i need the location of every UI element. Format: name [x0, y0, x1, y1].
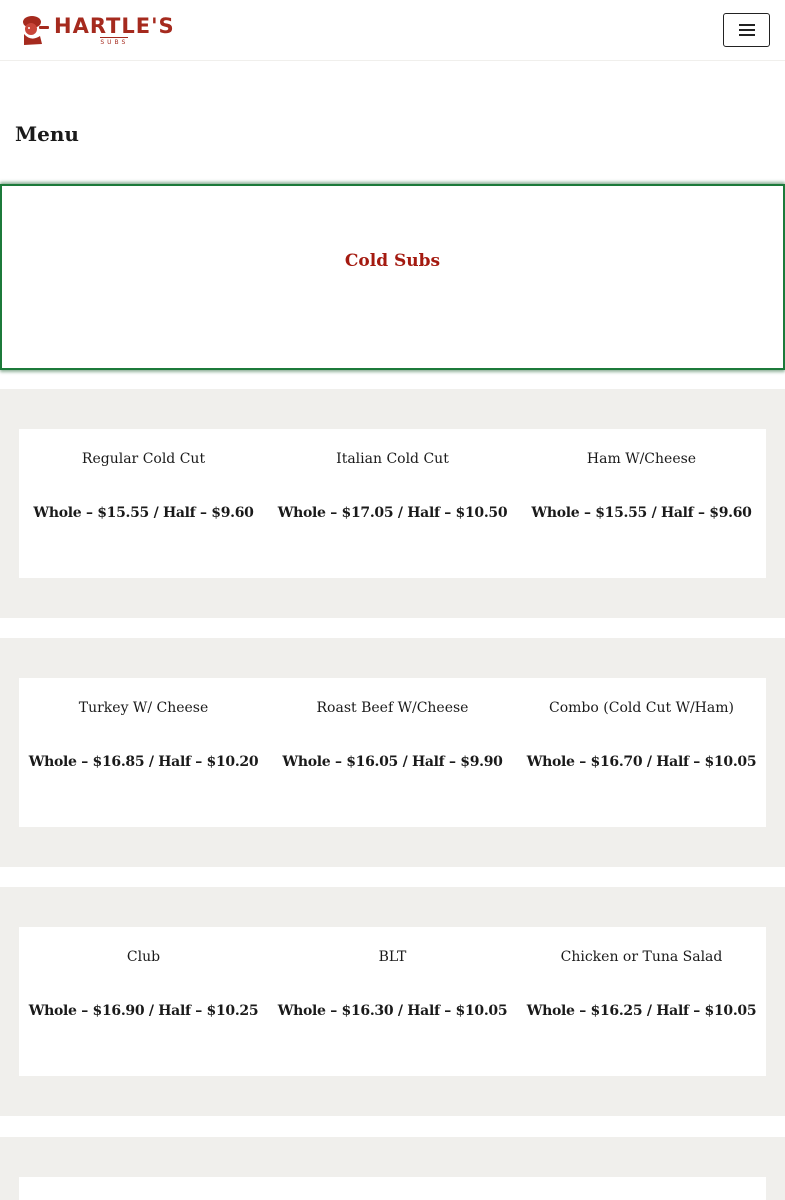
menu-item	[19, 429, 268, 578]
category-title: Cold Subs	[344, 251, 441, 271]
menu-item-name: Regular Cold Cut	[81, 451, 206, 467]
menu-item-name: Chicken or Tuna Salad	[560, 949, 723, 965]
menu-item-name: Italian Cold Cut	[336, 451, 449, 467]
menu-row-card	[19, 678, 766, 827]
menu-item-name: Club	[126, 949, 161, 965]
menu-item	[268, 678, 517, 827]
menu-item-price: Whole – $16.05 / Half – $9.90	[282, 754, 503, 770]
menu-item-price: Whole – $16.70 / Half – $10.05	[526, 754, 757, 770]
menu-item	[517, 678, 766, 827]
hamburger-icon	[739, 24, 755, 36]
logo-title: HARTLE'S	[54, 13, 175, 38]
menu-item	[268, 429, 517, 578]
menu-item-price: Whole – $17.05 / Half – $10.50	[277, 505, 508, 521]
menu-item-name: Turkey W/ Cheese	[78, 700, 209, 716]
chef-mascot-icon	[16, 12, 52, 48]
menu-item-name: BLT	[378, 949, 407, 965]
menu-row	[0, 1137, 785, 1200]
menu-item	[19, 927, 268, 1076]
menu-row-card	[19, 429, 766, 578]
menu-row	[0, 638, 785, 867]
menu-item	[19, 678, 268, 827]
logo-subtitle: SUBS	[100, 38, 129, 46]
site-logo[interactable]	[16, 12, 175, 48]
menu-item-price: Whole – $16.90 / Half – $10.25	[28, 1003, 259, 1019]
menu-row-card	[19, 1177, 766, 1200]
menu-item	[268, 927, 517, 1076]
menu-item-price: Whole – $16.30 / Half – $10.05	[277, 1003, 508, 1019]
menu-row	[0, 389, 785, 618]
menu-item-name: Combo (Cold Cut W/Ham)	[549, 700, 734, 716]
page-title: Menu	[15, 122, 79, 146]
menu-item-price: Whole – $16.85 / Half – $10.20	[28, 754, 259, 770]
site-header	[0, 0, 785, 61]
menu-row	[0, 887, 785, 1116]
category-header-box	[0, 184, 785, 370]
menu-item	[517, 429, 766, 578]
menu-item-price: Whole – $15.55 / Half – $9.60	[33, 505, 254, 521]
menu-item-price: Whole – $15.55 / Half – $9.60	[531, 505, 752, 521]
menu-item-price: Whole – $16.25 / Half – $10.05	[526, 1003, 757, 1019]
menu-row-card	[19, 927, 766, 1076]
menu-item	[517, 927, 766, 1076]
menu-toggle-button[interactable]	[723, 13, 770, 47]
menu-item-name: Roast Beef W/Cheese	[316, 700, 469, 716]
menu-item-name: Ham W/Cheese	[586, 451, 697, 467]
